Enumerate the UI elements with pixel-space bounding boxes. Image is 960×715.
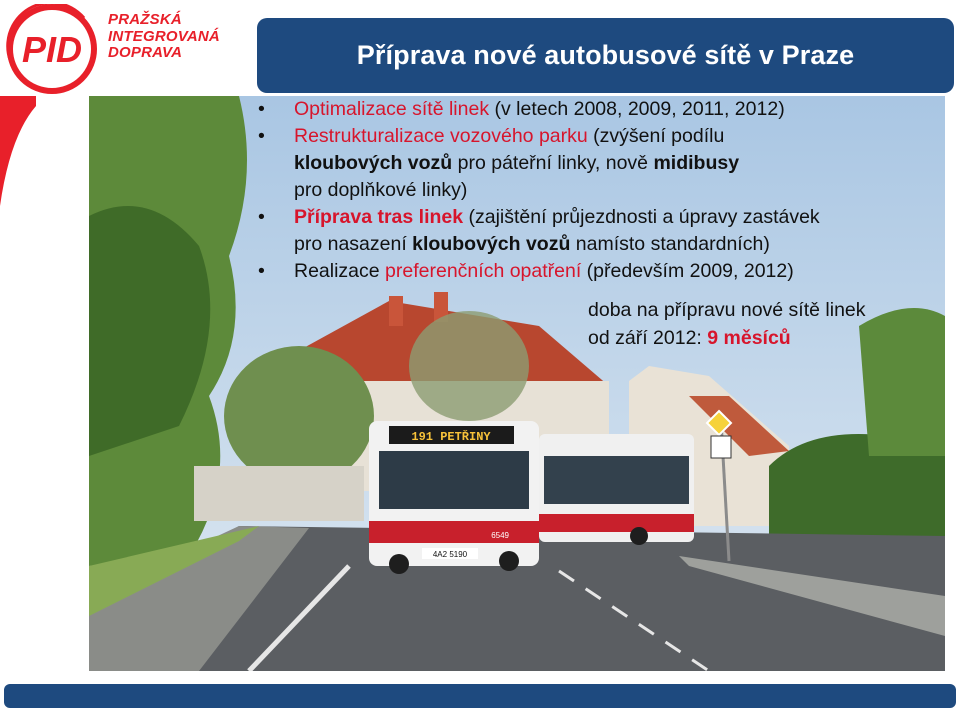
bus-route-sign: 191 PETŘINY xyxy=(411,430,491,444)
bullet-dot: • xyxy=(258,125,265,147)
pid-logo xyxy=(4,4,254,94)
bullet-2-text-c: pro doplňkové linky) xyxy=(294,179,468,201)
bullet-3-text-c: namísto standardních) xyxy=(570,233,770,255)
bullet-dot: • xyxy=(258,260,265,282)
bullet-3-highlight: Příprava tras linek xyxy=(294,206,464,228)
note-duration-value: 9 měsíců xyxy=(707,327,791,349)
bullet-2-highlight: Restrukturalizace vozového parku xyxy=(294,125,588,147)
bullet-4-text-b: (především 2009, 2012) xyxy=(581,260,794,282)
title-bar xyxy=(257,18,954,93)
bullet-4-highlight: preferenčních opatření xyxy=(385,260,582,282)
footer-bar xyxy=(4,684,956,708)
bullet-3-text-a: (zajištění průjezdnosti a úpravy zastávek xyxy=(463,206,820,228)
bullet-4-text-a: Realizace xyxy=(294,260,386,282)
bullet-dot: • xyxy=(258,206,265,228)
bullet-item-1 xyxy=(258,96,958,123)
bullet-2-text-a: (zvýšení podílu xyxy=(587,125,725,147)
note-line-2-prefix: od září 2012: xyxy=(588,327,708,349)
pid-logo-mark xyxy=(4,4,104,94)
bullet-3-text-b: pro nasazení xyxy=(294,233,413,255)
note-line-1: doba na přípravu nové sítě linek xyxy=(588,299,866,321)
logo-line-3: DOPRAVA xyxy=(108,44,183,61)
bullet-dot: • xyxy=(258,98,265,120)
bullet-1-highlight: Optimalizace sítě linek xyxy=(294,98,490,120)
logo-line-1: PRAŽSKÁ xyxy=(108,11,182,28)
pid-logo-mark-text: PID xyxy=(21,29,83,70)
bullet-item-2 xyxy=(258,123,958,204)
bullet-3-bold: kloubových vozů xyxy=(412,233,571,255)
bullet-item-3 xyxy=(258,204,958,258)
bullet-2-bold-a: kloubových vozů xyxy=(294,152,453,174)
logo-line-2: INTEGROVANÁ xyxy=(108,27,220,45)
slide-title: Příprava nové autobusové sítě v Praze xyxy=(356,40,855,70)
bullet-item-4 xyxy=(258,258,958,285)
bus-plate: 4A2 5190 xyxy=(432,550,468,559)
pid-logo-wordmark xyxy=(108,12,220,62)
bullet-2-text-b: pro páteřní linky, nově xyxy=(452,152,654,174)
bullet-1-text: (v letech 2008, 2009, 2011, 2012) xyxy=(489,98,785,120)
red-accent-stripe xyxy=(0,96,36,216)
bullet-list xyxy=(258,96,958,285)
note-line-2 xyxy=(588,327,791,350)
bullet-2-bold-b: midibusy xyxy=(653,152,740,174)
bus-number: 6549 xyxy=(491,531,509,540)
